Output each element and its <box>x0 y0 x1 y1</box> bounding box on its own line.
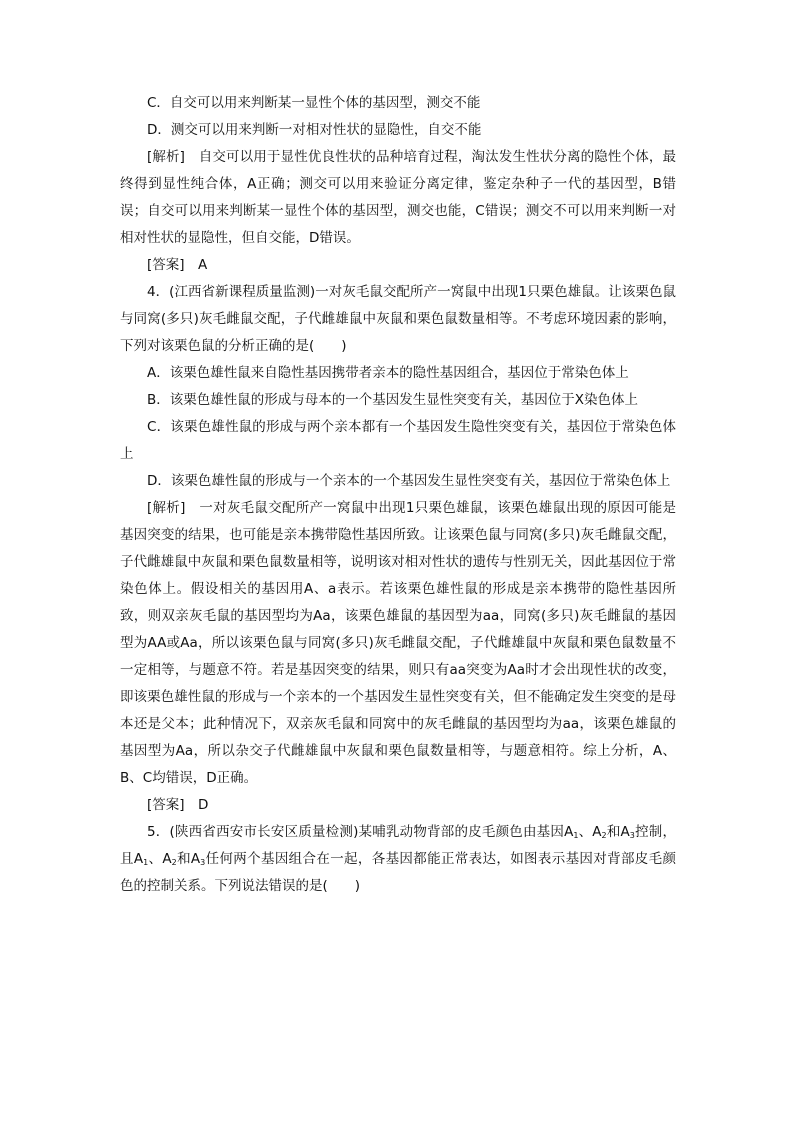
q4-option-b: B．该栗色雄性鼠的形成与母本的一个基因发生显性突变有关，基因位于X染色体上 <box>147 392 639 408</box>
q5-stem-part: 任何两个基因组合在一起，各基因都能正常表达，如图表示基因对背部皮毛颜色的控制关系。下列说法错误的是( ) <box>120 851 676 894</box>
answer-label: [答案] <box>147 257 185 273</box>
gene-subscript: 2 <box>171 858 177 867</box>
q4-stem: 4．(江西省新课程质量监测)一对灰毛鼠交配所产一窝鼠中出现1只栗色雄鼠。让该栗色鼠与同窝(多只)灰毛雌鼠交配，子代雌雄鼠中灰鼠和栗色鼠数量相等。不考虑环境因素的影响，下列对该栗色鼠的分析正确的是( ) <box>120 284 676 354</box>
answer-value: D <box>198 797 209 813</box>
q4-option-d: D．该栗色雄性鼠的形成与一个亲本的一个基因发生显性突变有关，基因位于常染色体上 <box>147 473 671 489</box>
q3-option-c: C．自交可以用来判断某一显性个体的基因型，测交不能 <box>147 95 481 111</box>
q4-answer <box>120 792 676 819</box>
q5-stem-part: 和A <box>606 824 630 840</box>
document-body <box>120 90 676 900</box>
q5-stem-part: 和A <box>176 851 201 867</box>
q4-option-a: A．该栗色雄性鼠来自隐性基因携带者亲本的隐性基因组合，基因位于常染色体上 <box>147 365 629 381</box>
q4-option-c: C．该栗色雄性鼠的形成与两个亲本都有一个基因发生隐性突变有关，基因位于常染色体上 <box>120 419 676 462</box>
gene-subscript: 1 <box>573 831 579 840</box>
q4-analysis <box>120 495 676 792</box>
q5-stem-part: 5．(陕西省西安市长安区质量检测)某哺乳动物背部的皮毛颜色由基因A <box>147 824 574 840</box>
analysis-label: [解析] <box>147 149 185 165</box>
q5-stem-part: 、A <box>578 824 602 840</box>
q3-option-d: D．测交可以用来判断一对相对性状的显隐性，自交不能 <box>147 122 482 138</box>
answer-label: [答案] <box>147 797 185 813</box>
gene-subscript: 3 <box>629 831 635 840</box>
analysis-label: [解析] <box>147 500 186 516</box>
answer-value: A <box>198 257 208 273</box>
q5-stem <box>120 819 676 900</box>
q5-stem-part: 控制，且A <box>120 824 676 867</box>
analysis-text: 一对灰毛鼠交配所产一窝鼠中出现1只栗色雄鼠，该栗色雄鼠出现的原因可能是基因突变的结果，也可能是亲本携带隐性基因所致。让该栗色鼠与同窝(多只)灰毛雌鼠交配，子代雌雄鼠中灰鼠和栗色鼠数量相等，说明该对相对性状的遗传与性别无关，因此基因位于常染色体上。假设相关的基因用A、a表示。若该栗色雄性鼠的形成是亲本携带的隐性基因所致，则双亲灰毛鼠的基因型均为Aa，该栗色雄鼠的基因型为aa，同窝(多只)灰毛雌鼠的基因型为AA或Aa，所以该栗色鼠与同窝(多只)灰毛雌鼠交配，子代雌雄鼠中灰鼠和栗色鼠数量不一定相等，与题意不符。若是基因突变的结果，则只有aa突变为Aa时才会出现性状的改变，即该栗色雄性鼠的形成与一个亲本的一个基因发生显性突变有关，但不能确定发生突变的是母本还是父本；此种情况下，双亲灰毛鼠和同窝中的灰毛雌鼠的基因型均为aa，该栗色雄鼠的基因型为Aa，所以杂交子代雌雄鼠中灰鼠和栗色鼠数量相等，与题意相符。综上分析，A、B、C均错误，D正确。 <box>120 500 676 786</box>
gene-subscript: 1 <box>143 858 149 867</box>
gene-subscript: 2 <box>601 831 607 840</box>
q5-stem-part: 、A <box>148 851 172 867</box>
q3-analysis <box>120 144 676 252</box>
gene-subscript: 3 <box>200 858 206 867</box>
analysis-text: 自交可以用于显性优良性状的品种培育过程，淘汰发生性状分离的隐性个体，最终得到显性纯合体，A正确；测交可以用来验证分离定律，鉴定杂种子一代的基因型，B错误；自交可以用来判断某一显性个体的基因型，测交也能，C错误；测交不可以用来判断一对相对性状的显隐性，但自交能，D错误。 <box>120 149 676 246</box>
q3-answer <box>120 252 676 279</box>
